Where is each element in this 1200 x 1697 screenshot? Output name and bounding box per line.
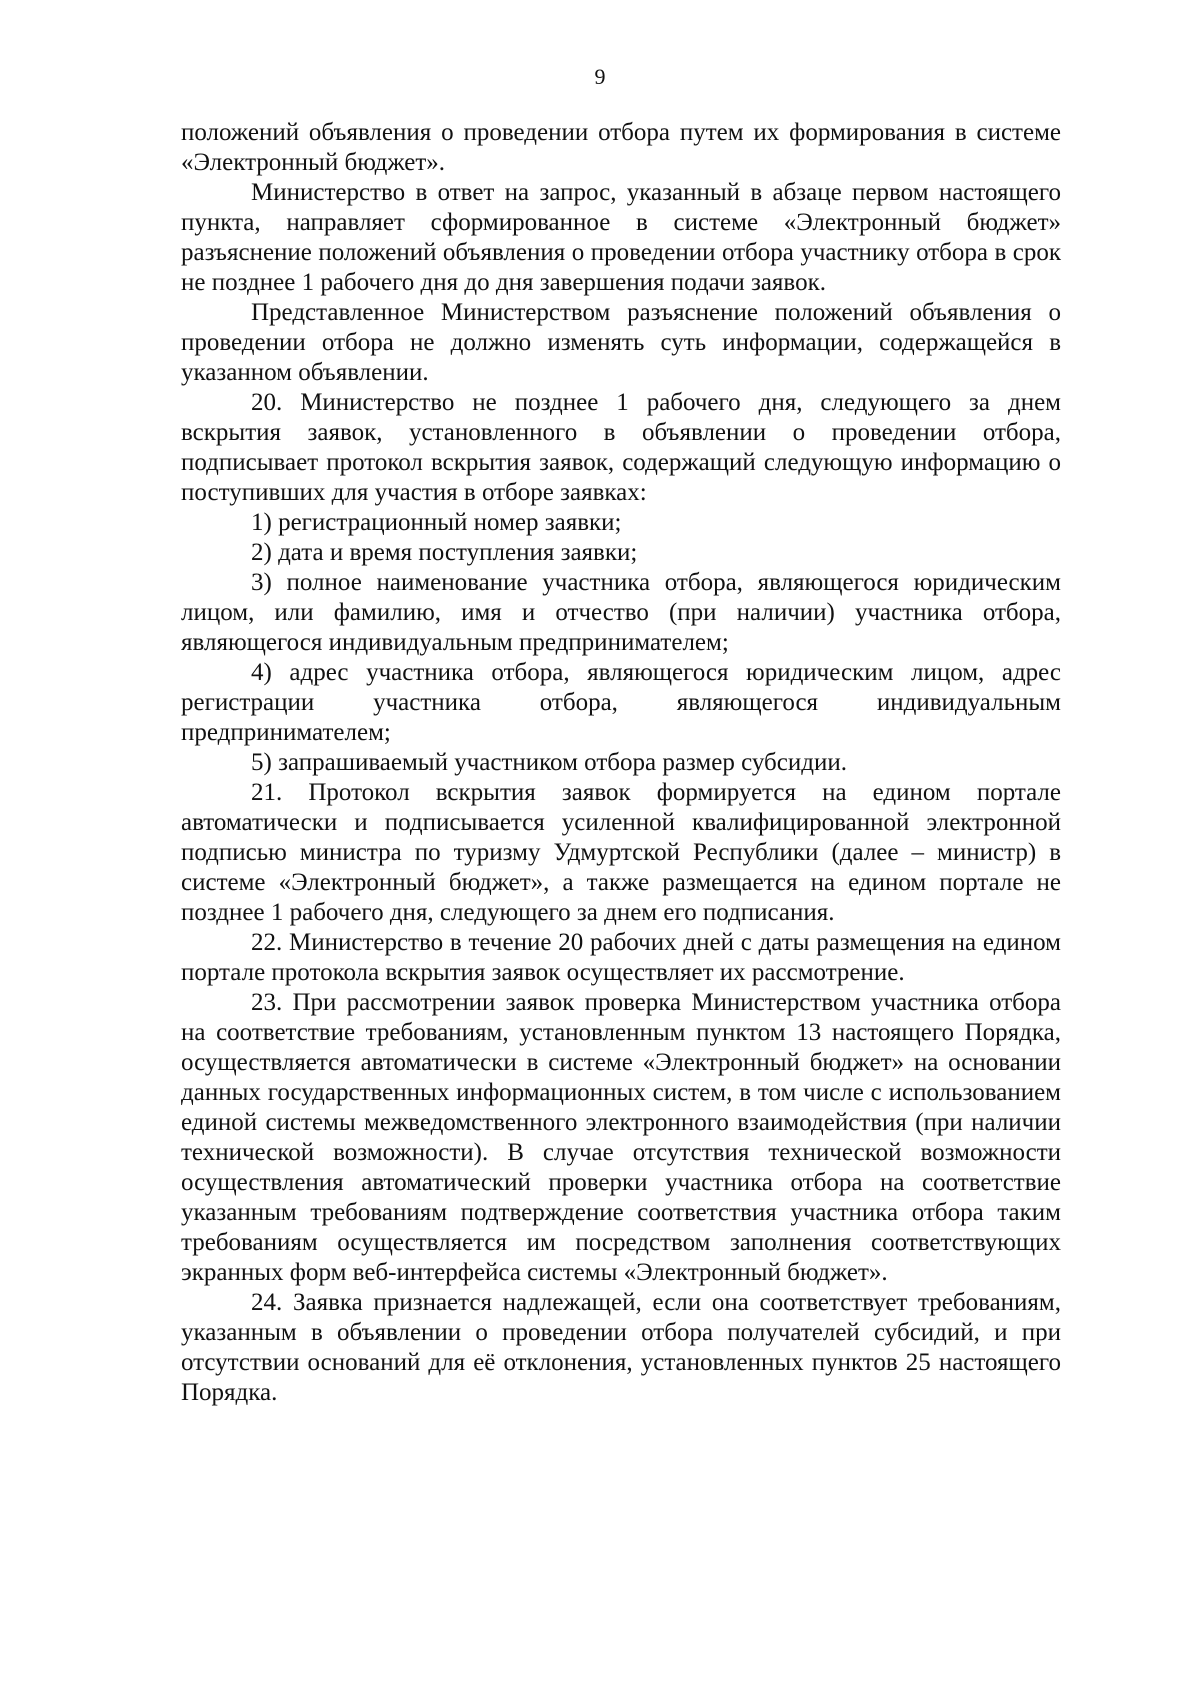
paragraph-item-23: 23. При рассмотрении заявок проверка Министерством участника отбора на соответствие требованиям, установленным пунктом 13 настоящего Порядка, осуществляется автоматически в системе «Электронный бюджет» на основании данных государственных информационных систем, в том числе с использованием единой системы межведомственного электронного взаимодействия (при наличии технической возможности). В случае отсутствия технической возможности осуществления автоматический проверки участника отбора на соответствие указанным требованиям подтверждение соответствия участника отбора таким требованиям осуществляется им посредством заполнения соответствующих экранных форм веб-интерфейса системы «Электронный бюджет». bbox=[181, 989, 1061, 1286]
list-item-4: 4) адрес участника отбора, являющегося юридическим лицом, адрес регистрации участника отбора, являющегося индивидуальным предпринимателем; bbox=[181, 659, 1061, 746]
paragraph-continuation: положений объявления о проведении отбора путем их формирования в системе «Электронный бюджет». bbox=[181, 119, 1061, 176]
document-body bbox=[181, 118, 1061, 1408]
paragraph-item-22: 22. Министерство в течение 20 рабочих дней с даты размещения на едином портале протокола вскрытия заявок осуществляет их рассмотрение. bbox=[181, 929, 1061, 986]
list-item-1: 1) регистрационный номер заявки; bbox=[251, 509, 622, 536]
paragraph-clarification: Представленное Министерством разъяснение положений объявления о проведении отбора не должно изменять суть информации, содержащейся в указанном объявлении. bbox=[181, 299, 1061, 386]
paragraph-item-24: 24. Заявка признается надлежащей, если она соответствует требованиям, указанным в объявлении о проведении отбора получателей субсидий, и при отсутствии оснований для её отклонения, установленных пунктов 25 настоящего Порядка. bbox=[181, 1289, 1061, 1406]
paragraph-ministry-response: Министерство в ответ на запрос, указанный в абзаце первом настоящего пункта, направляет сформированное в системе «Электронный бюджет» разъяснение положений объявления о проведении отбора участнику отбора в срок не позднее 1 рабочего дня до дня завершения подачи заявок. bbox=[181, 179, 1061, 296]
list-item-3: 3) полное наименование участника отбора, являющегося юридическим лицом, или фамилию, имя и отчество (при наличии) участника отбора, являющегося индивидуальным предпринимателем; bbox=[181, 569, 1061, 656]
paragraph-item-21: 21. Протокол вскрытия заявок формируется на едином портале автоматически и подписывается усиленной квалифицированной электронной подписью министра по туризму Удмуртской Республики (далее – министр) в системе «Электронный бюджет», а также размещается на едином портале не позднее 1 рабочего дня, следующего за днем его подписания. bbox=[181, 779, 1061, 926]
page-number: 9 bbox=[594, 64, 606, 89]
list-item-2: 2) дата и время поступления заявки; bbox=[251, 539, 638, 566]
paragraph-item-20: 20. Министерство не позднее 1 рабочего дня, следующего за днем вскрытия заявок, установленного в объявлении о проведении отбора, подписывает протокол вскрытия заявок, содержащий следующую информацию о поступивших для участия в отборе заявках: bbox=[181, 389, 1061, 506]
list-item-5: 5) запрашиваемый участником отбора размер субсидии. bbox=[251, 749, 847, 776]
